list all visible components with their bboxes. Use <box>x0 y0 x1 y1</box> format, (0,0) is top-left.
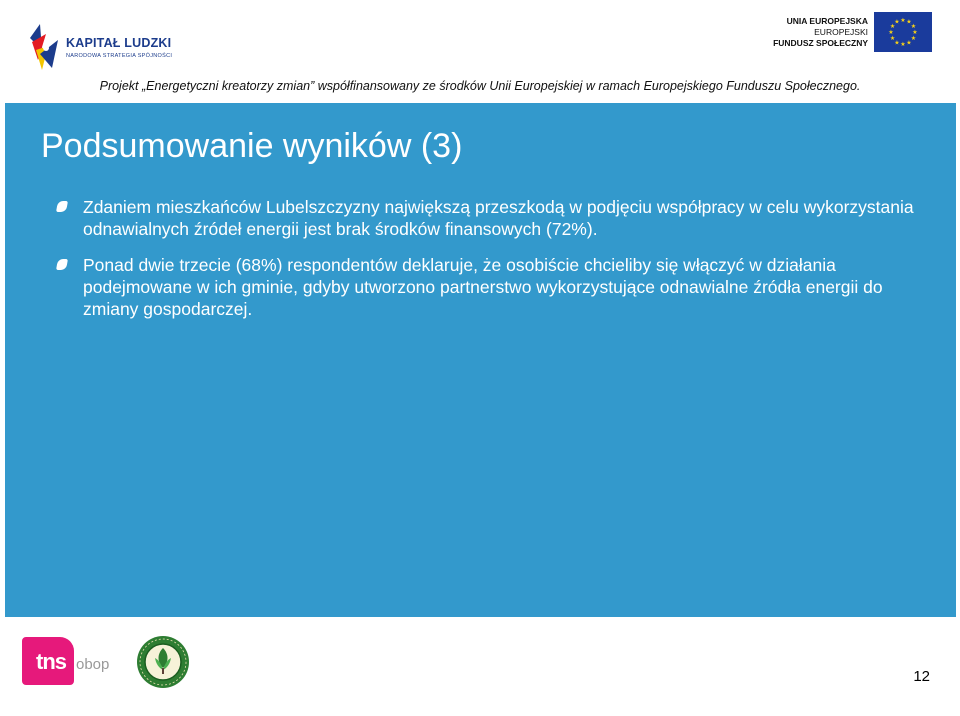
bullet-list <box>57 196 937 334</box>
obop-logo-text: obop <box>76 656 110 673</box>
bullet-icon <box>56 201 68 212</box>
eu-logo-line1: UNIA EUROPEJSKA <box>786 16 868 26</box>
svg-text:★: ★ <box>889 35 896 42</box>
svg-text:★: ★ <box>912 29 918 36</box>
svg-text:★: ★ <box>900 17 906 24</box>
kapital-ludzki-title: KAPITAŁ LUDZKI <box>66 36 172 50</box>
fundacja-seal-icon <box>135 634 191 690</box>
eu-logo-text <box>773 16 868 49</box>
kapital-ludzki-logo <box>28 20 178 70</box>
slide-title: Podsumowanie wyników (3) <box>41 127 463 165</box>
bullet-text: Zdaniem mieszkańców Lubelszczyzny największą przeszkodą w podjęciu współpracy w celu wykorzystania odnawialnych źródeł energii jest brak środków finansowych (72%). <box>83 197 914 239</box>
project-funding-line: Projekt „Energetyczni kreatorzy zmian” współfinansowany ze środków Unii Europejskiej w ramach Europejskiego Funduszu Społecznego. <box>99 79 861 93</box>
svg-text:★: ★ <box>889 23 896 30</box>
eu-flag-icon <box>874 12 932 52</box>
svg-text:★: ★ <box>894 39 900 47</box>
header <box>0 0 960 100</box>
bullet-icon <box>56 259 68 270</box>
bullet-text: Ponad dwie trzecie (68%) respondentów deklaruje, że osobiście chcieliby się włączyć w działania podejmowane w ich gminie, gdyby utworzono partnerstwo wykorzystujące odnawialne źródła energii do zmiany gospodarczej. <box>83 255 883 319</box>
tns-obop-logo-icon <box>22 637 112 689</box>
svg-text:★: ★ <box>910 23 917 30</box>
bullet-item <box>57 254 937 320</box>
slide-content-panel <box>5 103 956 617</box>
eu-logo <box>775 10 940 56</box>
kapital-ludzki-subtitle: NARODOWA STRATEGIA SPÓJNOŚCI <box>66 53 173 59</box>
eu-logo-line3: FUNDUSZ SPOŁECZNY <box>773 38 868 48</box>
svg-text:★: ★ <box>900 41 906 48</box>
tns-logo-text: tns <box>36 649 66 674</box>
bullet-item <box>57 196 937 240</box>
svg-text:★: ★ <box>894 18 900 26</box>
svg-text:★: ★ <box>906 39 912 47</box>
svg-text:★: ★ <box>888 29 894 36</box>
svg-text:★: ★ <box>906 18 912 26</box>
svg-text:★: ★ <box>910 35 917 42</box>
page-number: 12 <box>913 668 930 685</box>
eu-logo-line2: EUROPEJSKI <box>814 27 868 37</box>
kapital-ludzki-logo-icon <box>28 20 68 72</box>
footer <box>0 620 960 716</box>
